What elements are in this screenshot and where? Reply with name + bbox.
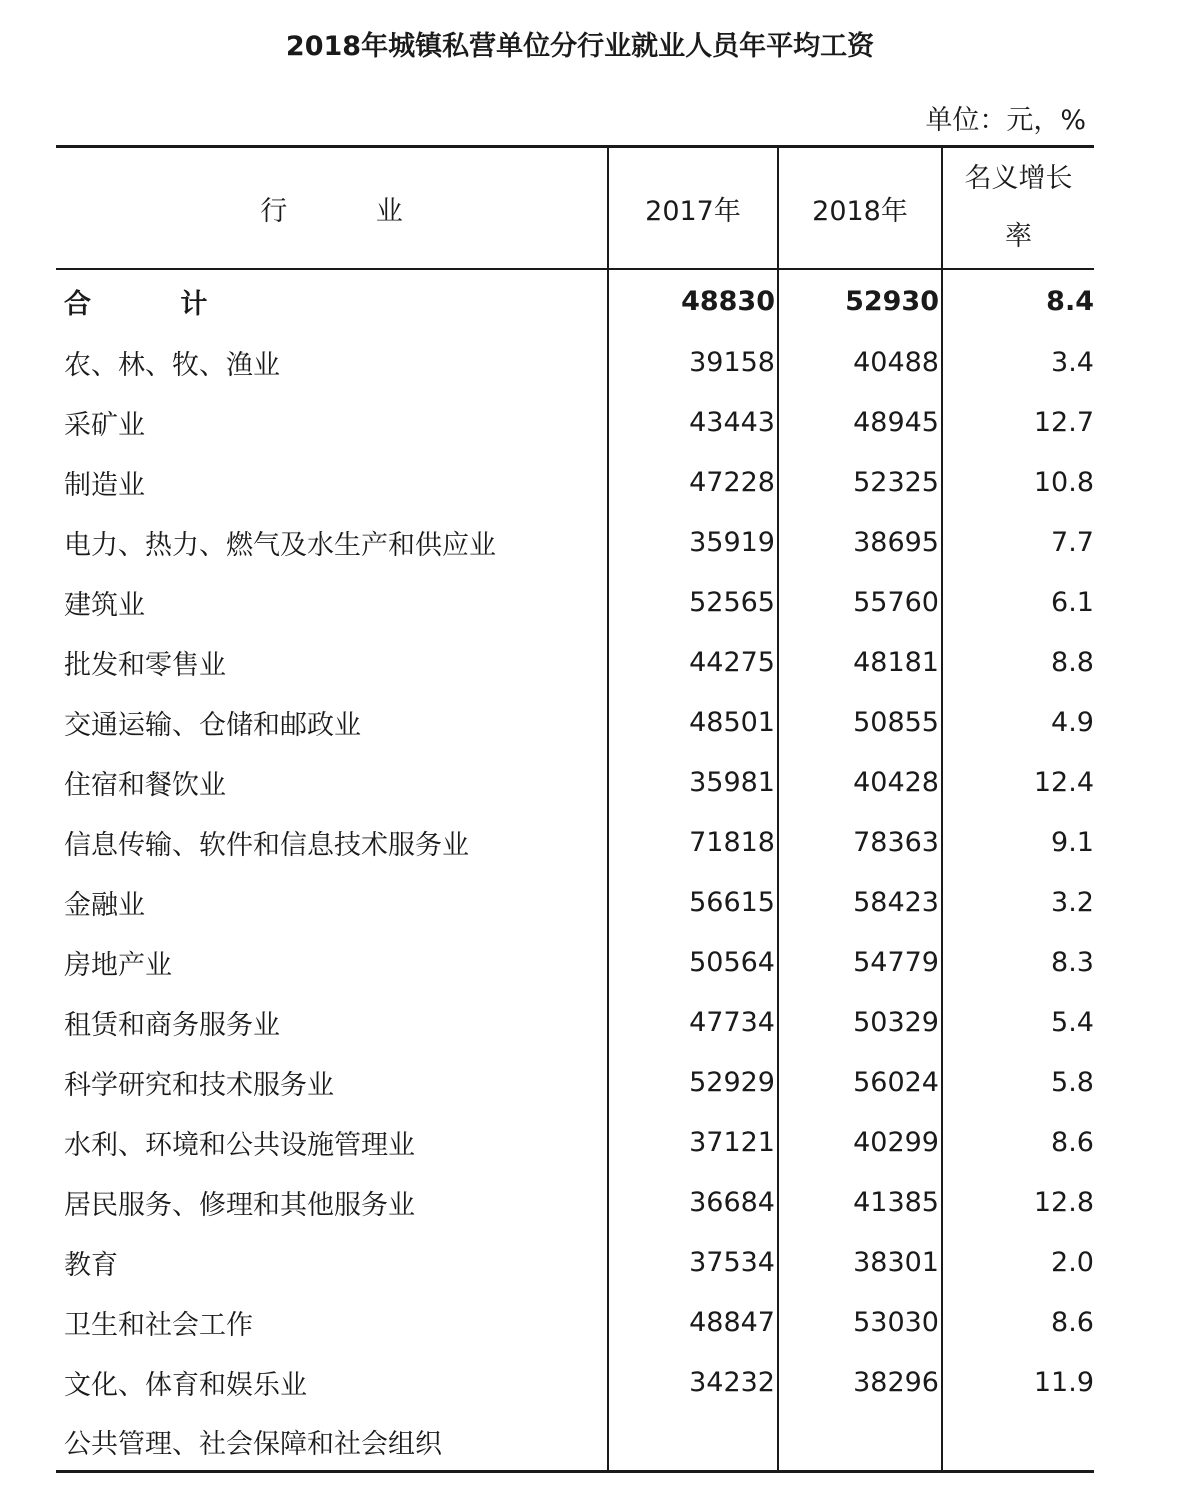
header-row (56, 147, 1094, 270)
cell-2018: 40488 (778, 332, 942, 392)
header-growth-line1: 名义增长 (964, 163, 1073, 194)
table-body (56, 269, 1094, 1472)
cell-growth: 3.2 (942, 872, 1094, 932)
cell-2018: 55760 (778, 572, 942, 632)
cell-2018: 78363 (778, 812, 942, 872)
table-row (56, 992, 1094, 1052)
cell-2018: 38695 (778, 512, 942, 572)
cell-2017: 37534 (608, 1232, 778, 1292)
cell-2018: 38296 (778, 1352, 942, 1412)
cell-growth: 6.1 (942, 572, 1094, 632)
cell-2018: 40428 (778, 752, 942, 812)
cell-growth: 3.4 (942, 332, 1094, 392)
cell-growth: 12.8 (942, 1172, 1094, 1232)
cell-growth: 8.6 (942, 1112, 1094, 1172)
cell-2017: 71818 (608, 812, 778, 872)
table-row (56, 1232, 1094, 1292)
cell-2017: 35981 (608, 752, 778, 812)
cell-growth: 10.8 (942, 452, 1094, 512)
cell-growth: 5.8 (942, 1052, 1094, 1112)
cell-2017: 56615 (608, 872, 778, 932)
cell-2017: 37121 (608, 1112, 778, 1172)
cell-growth: 5.4 (942, 992, 1094, 1052)
header-2017: 2017年 (608, 147, 778, 270)
cell-2018: 48181 (778, 632, 942, 692)
table-row (56, 932, 1094, 992)
cell-growth (942, 1412, 1094, 1472)
table-row (56, 812, 1094, 872)
cell-2018: 54779 (778, 932, 942, 992)
page-title: 2018年城镇私营单位分行业就业人员年平均工资 (285, 31, 875, 62)
cell-industry: 批发和零售业 (64, 649, 226, 681)
cell-industry: 建筑业 (64, 589, 145, 621)
cell-industry: 科学研究和技术服务业 (64, 1069, 334, 1101)
wage-table-container (56, 145, 1094, 1473)
cell-growth: 4.9 (942, 692, 1094, 752)
cell-industry: 房地产业 (64, 949, 172, 981)
table-row (56, 392, 1094, 452)
cell-2017: 36684 (608, 1172, 778, 1232)
table-row (56, 1052, 1094, 1112)
table-row-total (56, 269, 1094, 332)
cell-2018: 52325 (778, 452, 942, 512)
cell-2017: 43443 (608, 392, 778, 452)
wage-table (56, 145, 1094, 1473)
table-row (56, 1352, 1094, 1412)
table-row (56, 1172, 1094, 1232)
cell-2018: 48945 (778, 392, 942, 452)
table-row (56, 512, 1094, 572)
cell-industry: 公共管理、社会保障和社会组织 (56, 1412, 608, 1472)
table-row (56, 692, 1094, 752)
cell-2017: 34232 (608, 1352, 778, 1412)
cell-growth: 7.7 (942, 512, 1094, 572)
table-row (56, 1412, 1094, 1472)
cell-2017: 48847 (608, 1292, 778, 1352)
table-row (56, 872, 1094, 932)
cell-growth: 8.8 (942, 632, 1094, 692)
cell-2018: 53030 (778, 1292, 942, 1352)
cell-2018 (778, 1412, 942, 1472)
cell-2017: 50564 (608, 932, 778, 992)
table-row (56, 332, 1094, 392)
cell-growth: 8.3 (942, 932, 1094, 992)
cell-industry: 采矿业 (64, 409, 145, 441)
cell-industry: 制造业 (64, 469, 145, 501)
table-row (56, 632, 1094, 692)
cell-2017: 52929 (608, 1052, 778, 1112)
header-2018: 2018年 (778, 147, 942, 270)
header-growth-line2: 率 (1005, 221, 1032, 252)
cell-growth: 8.4 (942, 269, 1094, 332)
unit-label: 单位：元，% (925, 105, 1086, 136)
cell-industry: 合 计 (64, 288, 248, 320)
cell-2018: 58423 (778, 872, 942, 932)
cell-growth: 11.9 (942, 1352, 1094, 1412)
cell-2017: 35919 (608, 512, 778, 572)
cell-2017: 44275 (608, 632, 778, 692)
table-row (56, 572, 1094, 632)
cell-2017: 47228 (608, 452, 778, 512)
cell-2018: 50329 (778, 992, 942, 1052)
table-row (56, 1112, 1094, 1172)
cell-2017: 52565 (608, 572, 778, 632)
cell-growth: 9.1 (942, 812, 1094, 872)
cell-2018: 41385 (778, 1172, 942, 1232)
cell-industry: 农、林、牧、渔业 (64, 349, 280, 381)
cell-growth: 12.7 (942, 392, 1094, 452)
cell-2017 (608, 1412, 778, 1472)
cell-2018: 56024 (778, 1052, 942, 1112)
cell-industry: 住宿和餐饮业 (64, 769, 226, 801)
header-industry: 行 业 (56, 147, 608, 270)
table-row (56, 452, 1094, 512)
cell-2017: 48501 (608, 692, 778, 752)
cell-growth: 12.4 (942, 752, 1094, 812)
cell-industry: 金融业 (64, 889, 145, 921)
table-header (56, 147, 1094, 270)
cell-industry: 租赁和商务服务业 (64, 1009, 280, 1041)
cell-2018: 40299 (778, 1112, 942, 1172)
cell-2018: 52930 (778, 269, 942, 332)
table-row (56, 752, 1094, 812)
cell-industry: 电力、热力、燃气及水生产和供应业 (64, 529, 496, 561)
cell-industry: 卫生和社会工作 (64, 1309, 253, 1341)
cell-industry: 水利、环境和公共设施管理业 (64, 1129, 415, 1161)
cell-2017: 47734 (608, 992, 778, 1052)
cell-industry: 交通运输、仓储和邮政业 (64, 709, 361, 741)
cell-industry: 信息传输、软件和信息技术服务业 (64, 829, 469, 861)
cell-industry: 文化、体育和娱乐业 (64, 1369, 307, 1401)
cell-2018: 50855 (778, 692, 942, 752)
table-row (56, 1292, 1094, 1352)
cell-growth: 2.0 (942, 1232, 1094, 1292)
cell-industry: 教育 (64, 1249, 118, 1281)
cell-2017: 48830 (608, 269, 778, 332)
cell-2018: 38301 (778, 1232, 942, 1292)
cell-growth: 8.6 (942, 1292, 1094, 1352)
cell-2017: 39158 (608, 332, 778, 392)
cell-industry: 居民服务、修理和其他服务业 (64, 1189, 415, 1221)
header-growth-rate (942, 147, 1094, 270)
